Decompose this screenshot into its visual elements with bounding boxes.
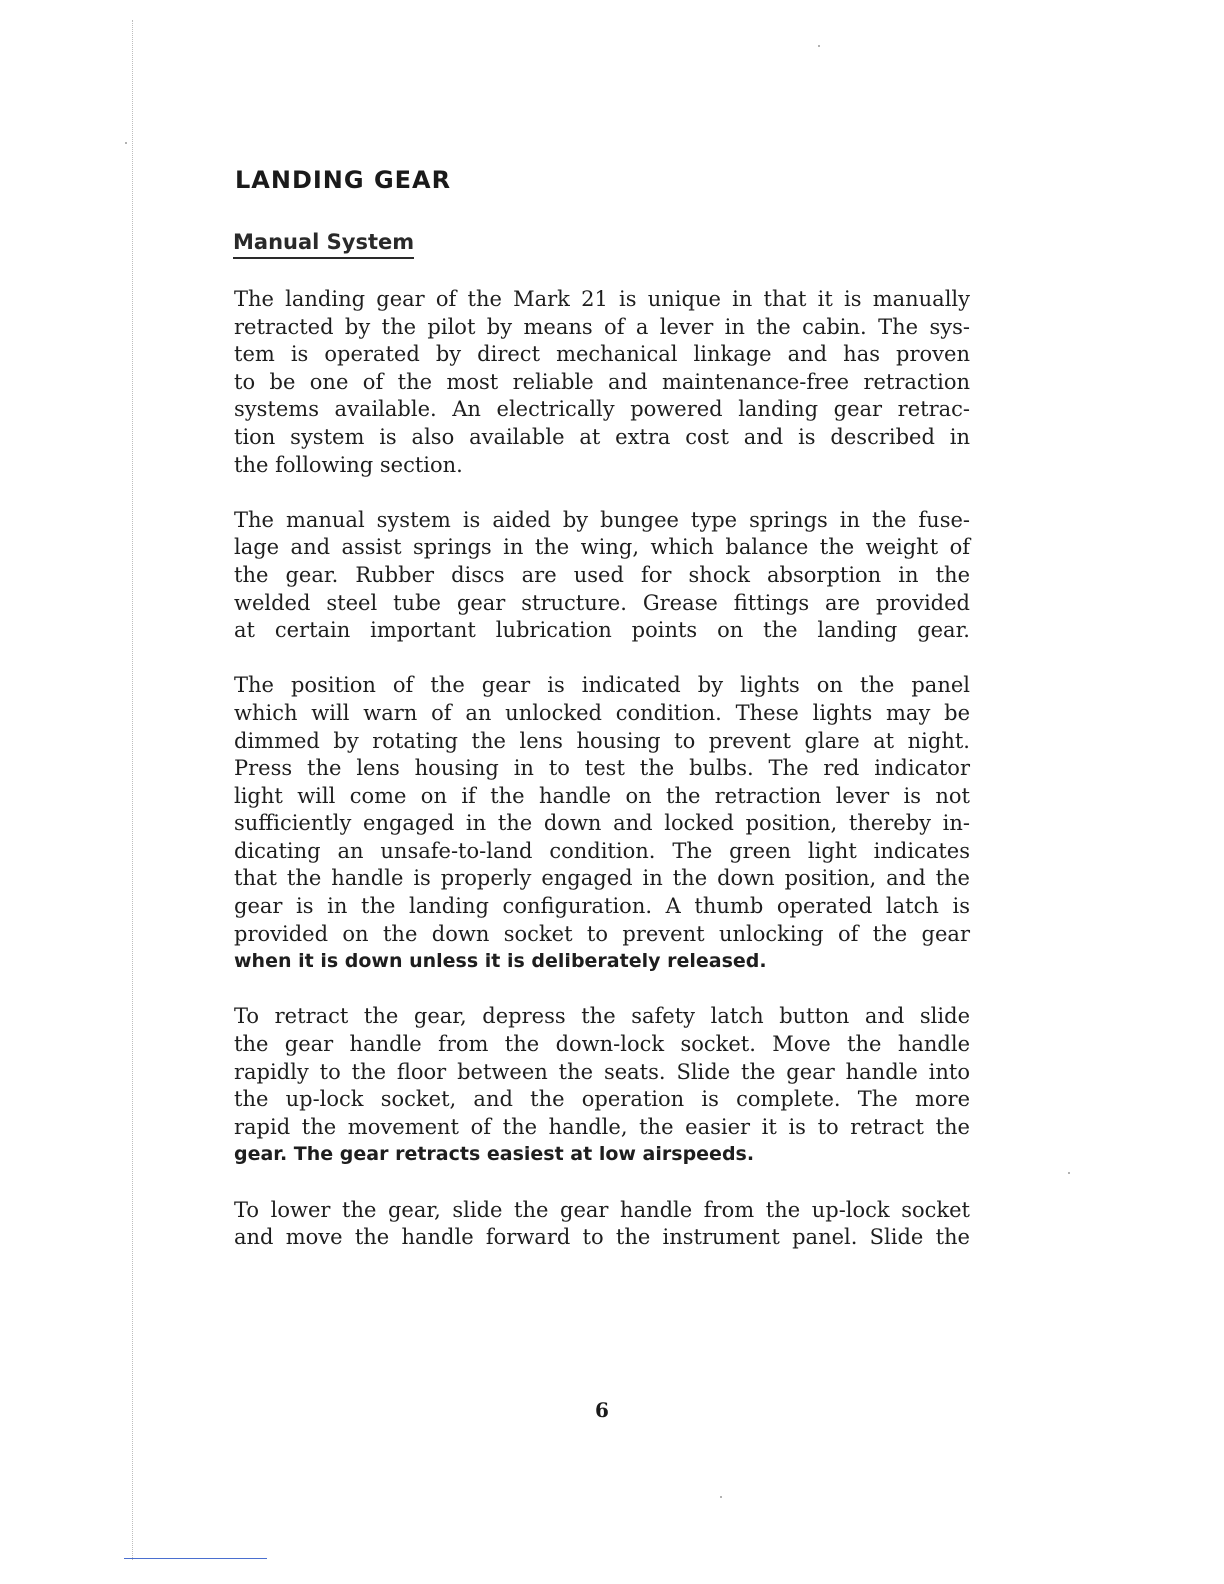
paragraph-lower xyxy=(234,1197,970,1252)
text-line: when it is down unless it is deliberately released. xyxy=(234,950,767,973)
text-line: To lower the gear, slide the gear handle from the up-lock socket xyxy=(234,1197,970,1222)
text-line: rapid the movement of the handle, the easier it is to retract the xyxy=(234,1114,970,1139)
paragraph-springs xyxy=(234,507,970,645)
scan-speck xyxy=(818,45,820,47)
text-line: provided on the down socket to prevent unlocking of the gear xyxy=(234,921,970,946)
scan-speck xyxy=(720,1496,722,1498)
page-number: 6 xyxy=(595,1398,609,1422)
text-line: The position of the gear is indicated by lights on the panel xyxy=(234,673,970,698)
text-line: light will come on if the handle on the retraction lever is not xyxy=(234,783,970,808)
section-heading: LANDING GEAR xyxy=(235,166,452,194)
paragraph-indicator-lights xyxy=(234,672,970,976)
body-text xyxy=(234,286,970,1279)
bottom-rule xyxy=(124,1558,267,1559)
subsection-heading: Manual System xyxy=(233,230,414,259)
text-line: Press the lens housing in to test the bulbs. The red indicator xyxy=(234,756,970,781)
text-line: the following section. xyxy=(234,452,463,477)
text-line: that the handle is properly engaged in the down position, and the xyxy=(234,866,970,891)
text-line: tion system is also available at extra cost and is described in xyxy=(234,424,970,449)
text-line: gear. The gear retracts easiest at low airspeeds. xyxy=(234,1143,755,1166)
text-line: rapidly to the floor between the seats. Slide the gear handle into xyxy=(234,1059,970,1084)
scan-speck xyxy=(1068,1172,1070,1174)
text-line: tem is operated by direct mechanical linkage and has proven xyxy=(234,342,970,367)
scan-edge-line xyxy=(132,20,133,1560)
text-line: lage and assist springs in the wing, which balance the weight of xyxy=(234,535,970,560)
text-line: to be one of the most reliable and maintenance-free retraction xyxy=(234,369,970,394)
text-line: To retract the gear, depress the safety latch button and slide xyxy=(234,1004,970,1029)
text-line: the gear handle from the down-lock socket. Move the handle xyxy=(234,1032,970,1057)
text-line: retracted by the pilot by means of a lever in the cabin. The sys- xyxy=(234,314,970,339)
paragraph-manual-system xyxy=(234,286,970,479)
text-line: which will warn of an unlocked condition. These lights may be xyxy=(234,700,970,725)
text-line: The manual system is aided by bungee type springs in the fuse- xyxy=(234,507,970,532)
text-line: The landing gear of the Mark 21 is unique in that it is manually xyxy=(234,287,970,311)
scan-speck xyxy=(125,142,127,144)
text-line: dicating an unsafe-to-land condition. The green light indicates xyxy=(234,838,970,863)
text-line: the up-lock socket, and the operation is complete. The more xyxy=(234,1087,970,1112)
text-line: sufficiently engaged in the down and locked position, thereby in- xyxy=(234,811,970,836)
text-line: gear is in the landing configuration. A thumb operated latch is xyxy=(234,894,970,919)
text-line: and move the handle forward to the instrument panel. Slide the xyxy=(234,1225,970,1250)
text-line: welded steel tube gear structure. Grease fittings are provided xyxy=(234,590,970,615)
text-line: at certain important lubrication points on the landing gear. xyxy=(234,618,970,643)
text-line: dimmed by rotating the lens housing to prevent glare at night. xyxy=(234,728,970,753)
text-line: the gear. Rubber discs are used for shock absorption in the xyxy=(234,562,970,587)
paragraph-retract xyxy=(234,1003,970,1169)
text-line: systems available. An electrically powered landing gear retrac- xyxy=(234,397,970,422)
